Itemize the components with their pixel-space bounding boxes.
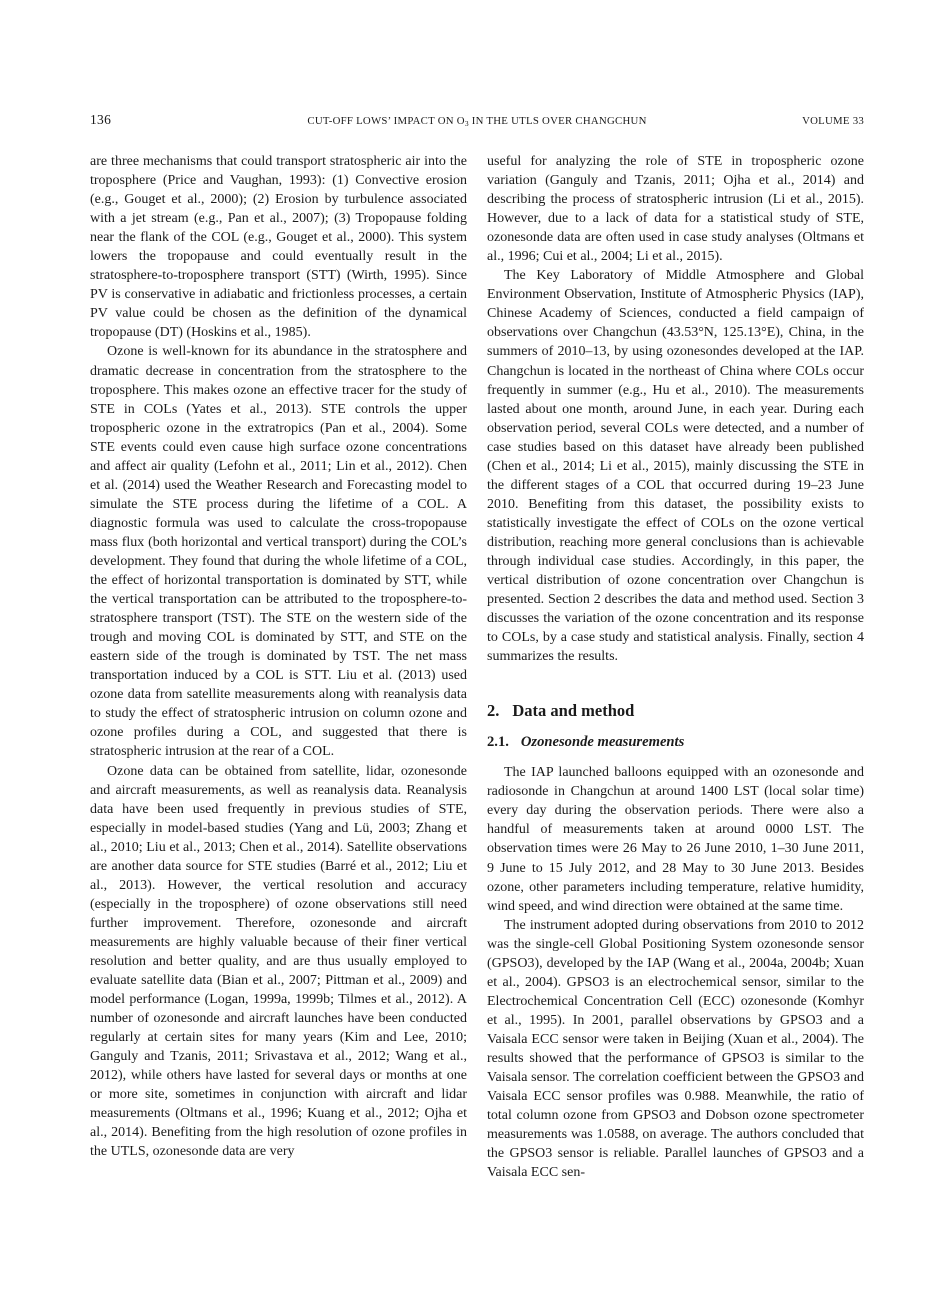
body-paragraph: The instrument adopted during observations from 2010 to 2012 was the single-cell Global Positioning System ozonesonde sensor (GPSO3), developed by the IAP (Wang et al., 2004a, 2004b; Xuan et al., 2004). GPSO3 is an electrochemical sensor, similar to the Electrochemical Concentration Cell (ECC) ozonesonde (Komhyr et al., 1995). In 2001, parallel observations by GPSO3 and a Vaisala ECC sensor were taken in Beijing (Xuan et al., 2004). The results showed that the performance of GPSO3 is similar to the Vaisala sensor. The correlation coefficient between the GPSO3 and Vaisala ECC sensor profiles was 0.988. Meanwhile, the ratio of total column ozone from GPSO3 and Dobson ozone spectrometer measurements was 1.0588, on average. The authors concluded that the GPSO3 sensor is reliable. Parallel launches of GPSO3 and a Vaisala ECC sen- bbox=[487, 917, 864, 1181]
subsection-heading-ozonesonde-measurements bbox=[487, 732, 864, 752]
page-number: 136 bbox=[90, 112, 112, 127]
running-title-text: CUT-OFF LOWS’ IMPACT ON O bbox=[307, 115, 465, 127]
body-paragraph: The Key Laboratory of Middle Atmosphere and Global Environment Observation, Institute of Atmospheric Physics (IAP), Chinese Academy of Sciences, conducted a field campaign of observations over Changchun (43.53°N, 125.13°E), China, in the summers of 2010–13, by using ozonesondes developed at the IAP. Changchun is located in the northeast of China where COLs occur frequently in summer (e.g., Hu et al., 2010). The measurements lasted about one month, around June, in each year. During each observation period, several COLs were detected, and a number of case studies based on this dataset have already been published (Chen et al., 2014; Li et al., 2015), mainly discussing the STE in the different stages of a COL that occurred during 19–23 June 2010. Benefiting from this dataset, the possibility exists to statistically investigate the effect of COLs on the ozone vertical distribution, reaching more general conclusions than is achievable through individual case studies. Accordingly, in this paper, the vertical distribution of ozone concentration over Changchun is presented. Section 2 describes the data and method used. Section 3 discusses the variation of the ozone concentration and its response to COLs, by a case study and statistical analysis. Finally, section 4 summarizes the results. bbox=[487, 268, 864, 665]
running-header bbox=[90, 112, 864, 128]
section-heading-data-and-method bbox=[487, 700, 864, 722]
body-paragraph: Ozone data can be obtained from satellite, lidar, ozonesonde and aircraft measurements, as well as reanalysis data. Reanalysis data have been used frequently in previous studies of STE, especially in model-based studies (Yang and Lü, 2003; Zhang et al., 2010; Liu et al., 2013; Chen et al., 2014). Satellite observations are another data source for STE studies (Barré et al., 2012; Liu et al., 2013). However, the vertical resolution and accuracy (especially in the troposphere) of ozone observations still need further improvement. Therefore, ozonesonde and aircraft measurements are highly valuable because of their finer vertical resolution and better quality, and are thus usually employed to evaluate satellite data (Bian et al., 2007; Pittman et al., 2009) and model performance (Logan, 1999a, 1999b; Tilmes et al., 2012). A number of ozonesonde and aircraft launches have been conducted regularly at certain sites for many years (Kim and Lee, 2010; Ganguly and Tzanis, 2011; Srivastava et al., 2012; Wang et al., 2012), while others have lasted for several days or months at one or more site, sometimes in conjunction with aircraft and lidar measurements (Oltmans et al., 1996; Kuang et al., 2012; Ojha et al., 2014). Benefiting from the high resolution of ozone profiles in the UTLS, ozonesonde data are very bbox=[90, 763, 467, 1160]
subsection-number: 2.1. bbox=[487, 734, 509, 751]
running-title bbox=[180, 115, 774, 127]
body-paragraph: Ozone is well-known for its abundance in the stratosphere and dramatic decrease in concentration from the stratosphere to the troposphere. This makes ozone an effective tracer for the study of STE in COLs (Yates et al., 2013). STE controls the upper tropospheric ozone in the extratropics (Pan et al., 2004). Some STE events could even cause high surface ozone concentrations and affect air quality (Lefohn et al., 2011; Lin et al., 2012). Chen et al. (2014) used the Weather Research and Forecasting model to simulate the STE process during the lifetime of a COL. A diagnostic formula was used to calculate the cross-tropopause mass flux (both horizontal and vertical transport) during the COL’s development. They found that during the whole lifetime of a COL, the effect of horizontal transportation is dominated by STT, while the vertical transportation can be attributed to the troposphere-to-stratosphere transport (TST). The STE on the western side of the trough and moving COL is dominated by STT, and STE on the eastern side of the trough is dominated by TST. The net mass transportation induced by a COL is STT. Liu et al. (2013) used ozone data from satellite measurements along with reanalysis data to study the effect of stratospheric intrusion on column ozone and ozone profiles during a COL, and suggested that there is stratospheric intrusion at the rear of a COL. bbox=[90, 344, 467, 760]
left-column bbox=[90, 152, 467, 1287]
body-paragraph: useful for analyzing the role of STE in tropospheric ozone variation (Ganguly and Tzanis, 2011; Ojha et al., 2014) and describing the process of stratospheric intrusion (Li et al., 2015). However, due to a lack of data for a statistical study of STE, ozonesonde data are often used in case study analyses (Oltmans et al., 1996; Cui et al., 2004; Li et al., 2015). bbox=[487, 154, 864, 265]
volume-label: VOLUME 33 bbox=[802, 115, 864, 127]
subsection-title: Ozonesonde measurements bbox=[520, 734, 685, 751]
body-paragraph: are three mechanisms that could transport stratospheric air into the troposphere (Price and Vaughan, 1993): (1) Convective erosion (e.g., Gouget et al., 2000); (2) Erosion by turbulence associated with a jet stream (e.g., Pan et al., 2007); (3) Tropopause folding near the flank of the COL (e.g., Gouget et al., 2000). This system lowers the tropopause and could eventually result in the stratosphere-to-troposphere transport (STT) (Wirth, 1995). Since PV is conservative in adiabatic and frictionless processes, a certain PV value could be chosen as the definition of the dynamical tropopause (DT) (Hoskins et al., 1985). bbox=[90, 154, 467, 341]
section-number: 2. bbox=[487, 701, 500, 721]
running-title-text-after: IN THE UTLS OVER CHANGCHUN bbox=[468, 115, 647, 127]
body-paragraph: The IAP launched balloons equipped with an ozonesonde and radiosonde in Changchun at around 1400 LST (local solar time) every day during the observation periods. There were also a handful of measurements taken at around 0000 LST. The observation times were 26 May to 26 June 2010, 1–30 June 2011, 9 June to 15 July 2012, and 28 May to 30 June 2013. Besides ozone, other parameters including temperature, relative humidity, wind speed, and wind direction were obtained at the same time. bbox=[487, 765, 864, 914]
section-title: Data and method bbox=[512, 701, 635, 721]
right-column bbox=[487, 152, 864, 1287]
ozone-subscript: 3 bbox=[464, 119, 469, 128]
two-column-body bbox=[90, 152, 864, 1287]
